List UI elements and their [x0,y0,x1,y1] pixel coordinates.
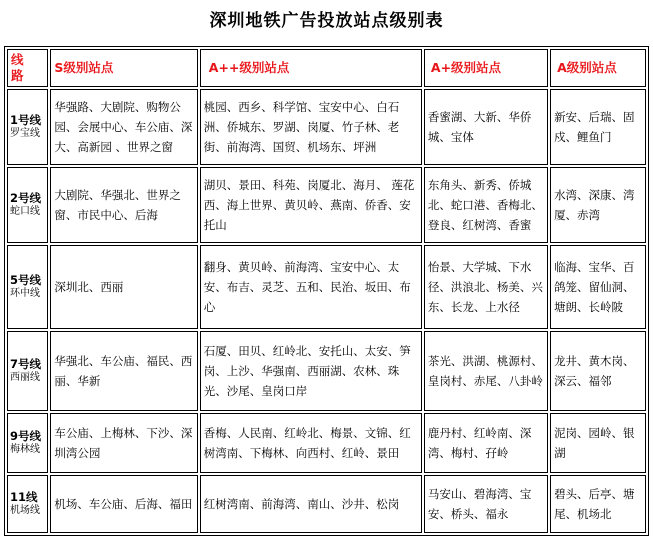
s-level-stations: 华强路、大剧院、购物公园、会展中心、车公庙、深大、高新园 、世界之窗 [50,89,197,165]
line-cell [7,475,48,533]
a-level-stations: 水湾、深康、湾厦、赤湾 [550,167,646,243]
s-level-stations: 深圳北、西丽 [50,245,197,329]
line-name: 蛇口线 [10,206,40,217]
header-line: 线 路 [7,49,48,87]
ap-level-stations: 茶光、洪湖、桃源村、皇岗村、赤尾、八卦岭 [424,331,548,411]
line-number: 7号线 [10,357,42,371]
table-row [7,331,646,411]
a-level-stations: 龙井、黄木岗、深云、福邻 [550,331,646,411]
header-ap-level: A+级别站点 [424,49,548,87]
s-level-stations: 机场、车公庙、后海、福田 [50,475,197,533]
s-level-stations: 华强北、车公庙、福民、西丽、华新 [50,331,197,411]
a-level-stations: 临海、宝华、百鸽笼、留仙洞、塘朗、长岭陂 [550,245,646,329]
page-title: 深圳地铁广告投放站点级别表 [209,11,444,31]
table-row [7,245,646,329]
app-level-stations: 湖贝、景田、科苑、岗厦北、海月、 莲花西、海上世界、黄贝岭、燕南、侨香、安托山 [200,167,422,243]
line-number: 1号线 [10,113,42,127]
station-level-table-container [4,46,649,536]
line-number: 5号线 [10,273,42,287]
line-cell [7,167,48,243]
ap-level-stations: 鹿丹村、红岭南、深湾、梅村、孖岭 [424,413,548,473]
app-level-stations: 翻身、黄贝岭、前海湾、宝安中心、太安、布吉、灵芝、五和、民治、坂田、布心 [200,245,422,329]
line-name: 罗宝线 [10,128,40,139]
table-row [7,167,646,243]
app-level-stations: 桃园、西乡、科学馆、宝安中心、白石洲、侨城东、罗湖、岗厦、竹子林、老街、前海湾、国贸、机场东、坪洲 [200,89,422,165]
app-level-stations: 石厦、田贝、红岭北、安托山、太安、笋岗、上沙、华强南、西丽湖、农林、珠光、沙尾、皇岗口岸 [200,331,422,411]
header-app-level: A++级别站点 [200,49,422,87]
ap-level-stations: 东角头、新秀、侨城北、蛇口港、香梅北、登良、红树湾、香蜜 [424,167,548,243]
table-header-row [7,49,646,87]
line-name: 机场线 [10,505,40,516]
line-name: 梅林线 [10,444,40,455]
table-row [7,89,646,165]
a-level-stations: 碧头、后亭、塘尾、机场北 [550,475,646,533]
line-cell [7,331,48,411]
a-level-stations: 泥岗、园岭、银湖 [550,413,646,473]
ap-level-stations: 香蜜湖、大新、华侨城、宝体 [424,89,548,165]
line-number: 11线 [10,490,38,504]
s-level-stations: 大剧院、华强北、世界之窗、市民中心、后海 [50,167,197,243]
line-number: 9号线 [10,429,42,443]
line-name: 西丽线 [10,372,40,383]
header-a-level: A级别站点 [550,49,646,87]
a-level-stations: 新安、后瑞、固戍、鲤鱼门 [550,89,646,165]
ap-level-stations: 怡景、大学城、下水径、洪浪北、杨美、兴东、长龙、上水径 [424,245,548,329]
ap-level-stations: 马安山、碧海湾、宝安、桥头、福永 [424,475,548,533]
station-level-table [4,46,649,536]
header-s-level: S级别站点 [50,49,197,87]
line-number: 2号线 [10,191,42,205]
table-row [7,475,646,533]
line-name: 环中线 [10,288,40,299]
table-row [7,413,646,473]
s-level-stations: 车公庙、上梅林、下沙、深圳湾公园 [50,413,197,473]
app-level-stations: 红树湾南、前海湾、南山、沙井、松岗 [200,475,422,533]
app-level-stations: 香梅、人民南、红岭北、梅景、文锦、红树湾南、下梅林、向西村、红岭、景田 [200,413,422,473]
line-cell [7,413,48,473]
line-cell [7,89,48,165]
line-cell [7,245,48,329]
